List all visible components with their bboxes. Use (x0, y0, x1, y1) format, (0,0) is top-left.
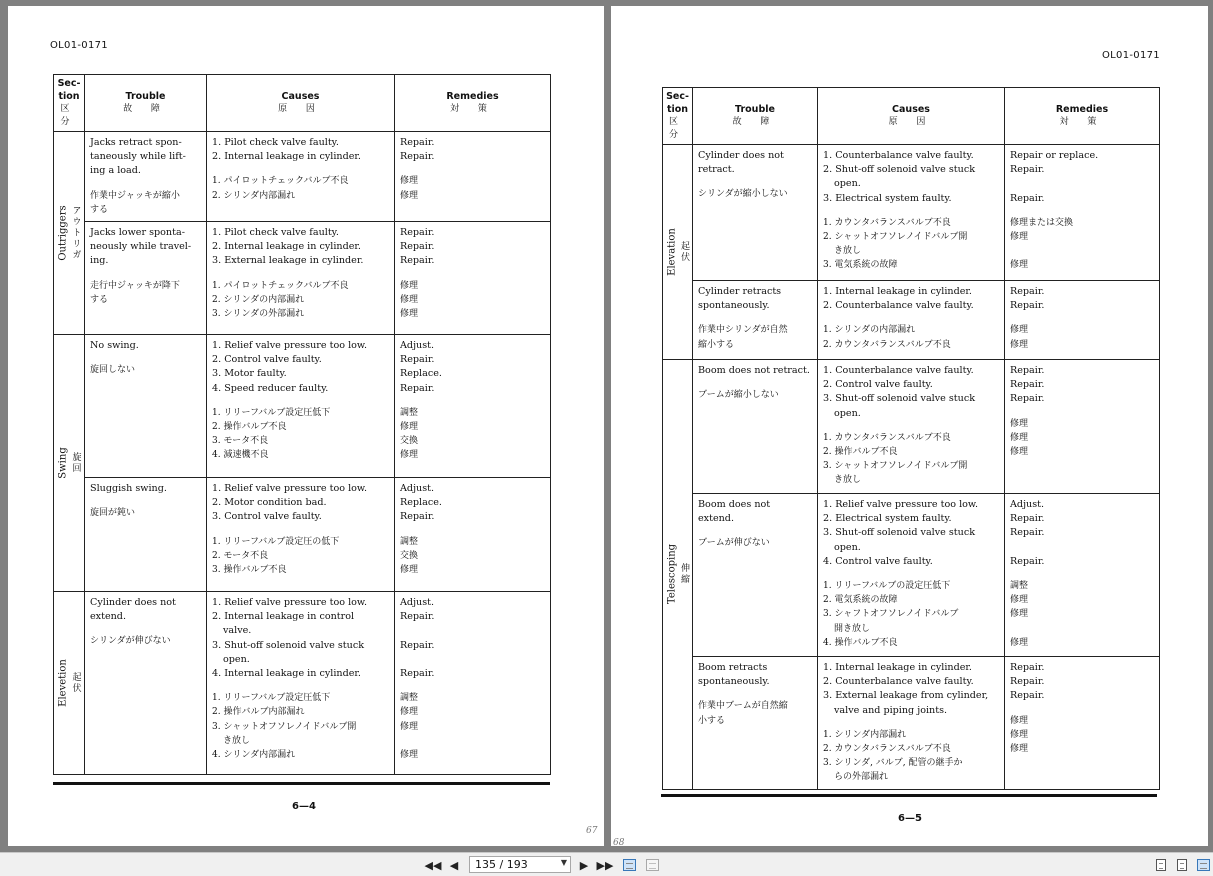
causes-en-line: 3. Motor faulty. (212, 368, 287, 380)
causes-en-line: 3. External leakage from cylinder, (823, 690, 989, 702)
remedies-en-line (400, 624, 546, 638)
causes-en-line: 1. Relief valve pressure too low. (212, 340, 368, 352)
remedies-en-line: Repair. (1010, 286, 1045, 297)
causes-jp-line: らの外部漏れ (834, 772, 889, 783)
remedies-jp-line: 修理 (1010, 609, 1029, 620)
remedies-en-line: Repair. (1010, 365, 1045, 376)
remedies-jp-line: 修理 (1010, 447, 1029, 458)
section-label (54, 335, 85, 592)
remedies-jp-line: 修理 (400, 750, 419, 761)
causes-jp-line: 1. シリンダ内部漏れ (823, 729, 907, 740)
remedies-en-line: Repair. (400, 354, 435, 366)
pencil-note: 68 (613, 838, 625, 848)
remedies-jp-line (400, 734, 546, 748)
header-remedies: Remedies 対 策 (1005, 88, 1160, 145)
section-name-jp: 旋回 (70, 452, 81, 475)
remedies-en-line: Replace. (400, 368, 442, 380)
section-name-jp: 起伏 (679, 241, 689, 263)
remedies-en-line: Repair. (400, 639, 435, 651)
causes-cell (207, 478, 395, 592)
causes-jp-line: 3. シャットオフソレノイドバルブ開 (212, 721, 357, 732)
header-remedies: Remedies 対 策 (395, 75, 551, 132)
trouble-cell (85, 592, 207, 775)
single-page-layout-icon[interactable] (1153, 857, 1169, 873)
continuous-layout-icon[interactable] (1174, 857, 1190, 873)
remedies-jp-line: 修理 (400, 280, 419, 291)
section-name: Outriggers (57, 205, 69, 261)
page-number-input[interactable] (469, 856, 571, 873)
remedies-en-line: Repair. (1010, 164, 1045, 176)
causes-jp-line: き放し (223, 735, 251, 746)
doc-number: OL01-0171 (50, 40, 108, 51)
remedies-jp-line (1010, 244, 1155, 258)
table-row (54, 132, 551, 222)
remedies-jp-line: 修理 (400, 450, 419, 461)
remedies-en-line: Repair. (1010, 393, 1045, 405)
trouble-jp-line: 作業中シリンダが自然 (698, 325, 788, 336)
causes-en-line: open. (834, 541, 861, 553)
viewer-toolbar (0, 852, 1213, 876)
causes-jp-line: 2. シリンダ内部漏れ (212, 190, 296, 201)
continuous-view-icon[interactable] (644, 857, 660, 873)
remedies-en-line: Adjust. (400, 483, 435, 495)
table-row (663, 145, 1160, 281)
remedies-jp-line: 調整 (1010, 581, 1029, 592)
causes-en-line: 4. Speed reducer faulty. (212, 382, 329, 394)
causes-jp-line: 1. パイロットチェックバルブ不良 (212, 280, 349, 291)
causes-en-line: 2. Internal leakage in control (212, 611, 355, 623)
remedies-jp-line: 修理 (1010, 432, 1029, 443)
causes-jp-line: 2. 操作バルブ不良 (823, 447, 898, 458)
remedies-jp-line: 修理 (1010, 729, 1029, 740)
section-label (663, 360, 693, 790)
causes-en-line: 3. Shut-off solenoid valve stuck (823, 527, 976, 539)
remedies-jp-line: 修理 (1010, 232, 1029, 243)
remedies-en-line: Repair. (1010, 379, 1045, 391)
trouble-jp-line: する (90, 204, 109, 215)
remedies-jp-line: 修理 (400, 294, 419, 305)
causes-jp-line: 2. カウンタバランスバルブ不良 (823, 339, 951, 350)
causes-en-line: 2. Control valve faulty. (823, 379, 933, 391)
page-number: 6—5 (898, 813, 922, 824)
trouble-cell (85, 478, 207, 592)
causes-jp-line: 1. リリーフバルブの設定圧低下 (823, 581, 951, 592)
remedies-jp-line: 修理 (400, 422, 419, 433)
causes-jp-line: 2. 操作バルブ不良 (212, 422, 287, 433)
causes-jp-line: 1. カウンタバランスバルブ不良 (823, 217, 951, 228)
trouble-cell (693, 145, 818, 281)
remedies-en-line: Adjust. (1010, 499, 1045, 510)
remedies-cell (1005, 360, 1160, 494)
causes-jp-line: 1. リリーフバルブ設定圧低下 (212, 407, 331, 418)
page-right (611, 6, 1208, 846)
trouble-en-line: retract. (698, 164, 735, 176)
header-trouble: Trouble 故 障 (693, 88, 818, 145)
trouble-en-line: taneously while lift- (90, 151, 186, 163)
trouble-en-line: extend. (90, 611, 126, 623)
remedies-jp-line: 修理 (400, 721, 419, 732)
remedies-cell (395, 478, 551, 592)
causes-jp-line: 1. リリーフバルブ設定圧低下 (212, 693, 331, 704)
pencil-note: 67 (586, 826, 598, 836)
causes-en-line: open. (223, 653, 250, 665)
remedies-en-line: Repair. (400, 255, 435, 267)
causes-cell (207, 335, 395, 478)
trouble-jp-line: ブームが縮小しない (698, 390, 779, 401)
causes-en-line: 2. Counterbalance valve faulty. (823, 676, 974, 688)
causes-en-line: 4. Internal leakage in cylinder. (212, 668, 361, 680)
trouble-jp-line: する (90, 294, 109, 305)
remedies-jp-line: 修理 (400, 707, 419, 718)
causes-en-line: 2. Control valve faulty. (212, 354, 322, 366)
table-row (54, 478, 551, 592)
trouble-en-line: spontaneously. (698, 300, 770, 312)
causes-jp-line: 4. シリンダ内部漏れ (212, 750, 296, 761)
causes-jp-line: 1. シリンダの内部漏れ (823, 325, 916, 336)
causes-jp-line: 3. シャフトオフソレノイドバルブ (823, 609, 959, 620)
causes-en-line: 2. Shut-off solenoid valve stuck (823, 164, 976, 176)
header-causes: Causes 原 因 (207, 75, 395, 132)
causes-jp-line: 3. モータ不良 (212, 436, 269, 447)
causes-en-line: valve and piping joints. (834, 704, 948, 716)
table-row (663, 494, 1160, 657)
causes-cell (818, 494, 1005, 657)
remedies-en-line: Repair. (1010, 527, 1045, 539)
table-row (54, 222, 551, 335)
trouble-cell (693, 657, 818, 790)
causes-en-line: 1. Internal leakage in cylinder. (823, 662, 972, 673)
remedies-en-line: Repair. (1010, 690, 1045, 702)
causes-cell (818, 145, 1005, 281)
section-name-jp: 起伏 (70, 672, 81, 695)
remedies-cell (1005, 145, 1160, 281)
causes-jp-line: 2. 操作バルブ内部漏れ (212, 707, 305, 718)
causes-jp-line: 3. シャットオフソレノイドバルブ開 (823, 461, 968, 472)
two-page-view-icon[interactable] (621, 857, 637, 873)
remedies-en-line: Adjust. (400, 597, 435, 609)
header-trouble: Trouble 故 障 (85, 75, 207, 132)
causes-en-line: open. (834, 407, 861, 419)
causes-en-line: 1. Relief valve pressure too low. (212, 483, 368, 495)
section-label (54, 132, 85, 335)
section-name: Telescoping (666, 544, 677, 605)
table-row (663, 360, 1160, 494)
remedies-cell (1005, 281, 1160, 360)
remedies-en-line: Repair. (1010, 513, 1045, 525)
causes-en-line: 3. Shut-off solenoid valve stuck (823, 393, 976, 405)
remedies-jp-line: 修理 (1010, 260, 1029, 271)
causes-jp-line: 開き放し (834, 623, 871, 634)
trouble-table (662, 87, 1160, 790)
causes-en-line: 1. Relief valve pressure too low. (823, 499, 979, 510)
remedies-en-line: Repair. (400, 382, 435, 394)
section-name: Elevation (666, 228, 677, 276)
trouble-cell (693, 360, 818, 494)
trouble-jp-line: 縮小する (698, 339, 735, 350)
causes-en-line: 2. Electrical system faulty. (823, 513, 952, 525)
section-label (663, 145, 693, 360)
trouble-en-line: No swing. (90, 340, 139, 352)
next-page-icon[interactable]: ▶ (579, 858, 589, 872)
remedies-cell (395, 132, 551, 222)
causes-jp-line: 4. 減速機不良 (212, 450, 269, 461)
remedies-jp-line: 修理 (1010, 715, 1029, 726)
remedies-cell (395, 222, 551, 335)
trouble-cell (693, 281, 818, 360)
causes-en-line: 2. Internal leakage in cylinder. (212, 241, 361, 253)
causes-jp-line: 1. パイロットチェックバルブ不良 (212, 176, 349, 187)
causes-cell (818, 657, 1005, 790)
remedies-en-line: Repair or replace. (1010, 150, 1099, 161)
last-page-icon[interactable]: ▶▶ (596, 858, 614, 872)
causes-en-line: 1. Counterbalance valve faulty. (823, 150, 974, 161)
remedies-en-line (1010, 177, 1155, 191)
trouble-en-line: Boom does not retract. (698, 365, 810, 376)
remedies-cell (395, 335, 551, 478)
causes-jp-line: 2. カウンタバランスバルブ不良 (823, 744, 951, 755)
remedies-jp-line: 修理 (1010, 325, 1029, 336)
causes-en-line: 3. Shut-off solenoid valve stuck (212, 639, 365, 651)
causes-jp-line: 3. シリンダの外部漏れ (212, 309, 305, 320)
causes-en-line: 1. Pilot check valve faulty. (212, 137, 339, 148)
first-page-icon[interactable]: ◀◀ (424, 858, 442, 872)
remedies-en-line: Repair. (400, 227, 435, 239)
remedies-jp-line (1010, 622, 1155, 636)
section-name-jp: 伸縮 (679, 563, 689, 586)
trouble-jp-line: ブームが伸びない (698, 538, 770, 549)
remedies-en-line: Replace. (400, 497, 442, 509)
trouble-jp-line: 作業中ジャッキが縮小 (90, 190, 180, 201)
causes-jp-line: 2. モータ不良 (212, 550, 269, 561)
causes-en-line: 1. Pilot check valve faulty. (212, 227, 339, 239)
remedies-en-line: Repair. (1010, 555, 1045, 567)
page-rule (53, 782, 550, 785)
remedies-jp-line: 調整 (400, 407, 419, 418)
remedies-en-line: Repair. (1010, 300, 1045, 312)
table-body (54, 132, 551, 775)
trouble-en-line: Jacks retract spon- (90, 137, 182, 148)
trouble-cell (693, 494, 818, 657)
table-row (54, 592, 551, 775)
causes-jp-line: 2. 電気系統の故障 (823, 595, 898, 606)
page-rule (661, 794, 1157, 797)
remedies-jp-line: 調整 (400, 693, 419, 704)
causes-cell (207, 222, 395, 335)
remedies-cell (1005, 494, 1160, 657)
causes-cell (207, 132, 395, 222)
trouble-jp-line: 走行中ジャッキが降下 (90, 280, 180, 291)
remedies-cell (395, 592, 551, 775)
page-indicator: 135 / 193 (475, 858, 528, 871)
causes-jp-line: 1. リリーフバルブ設定圧の低下 (212, 536, 340, 547)
trouble-jp-line: 旋回しない (90, 365, 136, 376)
trouble-en-line: Cylinder does not (698, 150, 784, 161)
causes-en-line: valve. (223, 625, 252, 637)
remedies-jp-line: 修理 (400, 190, 419, 201)
remedies-en-line (400, 653, 546, 667)
doc-number: OL01-0171 (1102, 50, 1160, 61)
trouble-en-line: ing a load. (90, 165, 141, 177)
trouble-jp-line: 旋回が鈍い (90, 508, 136, 519)
causes-jp-line: き放し (834, 475, 862, 486)
remedies-jp-line: 修理 (1010, 637, 1029, 648)
trouble-en-line: ing. (90, 255, 109, 267)
remedies-jp-line: 修理 (1010, 595, 1029, 606)
remedies-en-line: Repair. (1010, 192, 1045, 204)
causes-en-line: 3. External leakage in cylinder. (212, 255, 364, 267)
chevron-down-icon[interactable]: ▼ (560, 858, 567, 867)
causes-en-line: 4. Control valve faulty. (823, 555, 933, 567)
causes-en-line: 1. Relief valve pressure too low. (212, 597, 368, 609)
causes-jp-line: 2. シャットオフソレノイドバルブ開 (823, 232, 968, 243)
causes-jp-line: 1. カウンタバランスバルブ不良 (823, 432, 951, 443)
section-label (54, 592, 85, 775)
remedies-en-line: Repair. (400, 137, 435, 148)
table-row (54, 335, 551, 478)
remedies-jp-line: 修理 (1010, 418, 1029, 429)
remedies-en-line: Repair. (400, 611, 435, 623)
causes-jp-line: き放し (834, 246, 862, 257)
page-number: 6—4 (292, 801, 316, 812)
remedies-jp-line: 修理 (1010, 744, 1029, 755)
table-body (663, 145, 1160, 790)
causes-en-line: 2. Motor condition bad. (212, 497, 327, 509)
header-section: Sec- tion 区 分 (54, 75, 85, 132)
remedies-jp-line: 交換 (400, 436, 419, 447)
trouble-jp-line: 小する (698, 715, 726, 726)
remedies-en-line: Repair. (400, 511, 435, 523)
remedies-jp-line: 交換 (400, 550, 419, 561)
trouble-cell (85, 132, 207, 222)
remedies-jp-line: 修理または交換 (1010, 217, 1074, 228)
causes-jp-line: 3. 操作バルブ不良 (212, 565, 287, 576)
remedies-jp-line: 調整 (400, 536, 419, 547)
trouble-en-line: Cylinder retracts (698, 286, 782, 297)
causes-en-line: 2. Internal leakage in cylinder. (212, 151, 361, 163)
remedies-en-line: Repair. (1010, 676, 1045, 688)
facing-layout-icon[interactable] (1195, 857, 1211, 873)
remedies-en-line: Repair. (400, 151, 435, 163)
table-row (663, 281, 1160, 360)
remedies-en-line (1010, 541, 1155, 555)
trouble-en-line: Cylinder does not (90, 597, 176, 609)
remedies-en-line: Repair. (400, 668, 435, 680)
causes-jp-line: 4. 操作バルブ不良 (823, 637, 898, 648)
page-left (8, 6, 604, 846)
causes-jp-line: 2. シリンダの内部漏れ (212, 294, 305, 305)
causes-en-line: 1. Internal leakage in cylinder. (823, 286, 972, 297)
trouble-en-line: spontaneously. (698, 676, 770, 688)
causes-cell (207, 592, 395, 775)
causes-jp-line: 3. シリンダ, バルブ, 配管の継手か (823, 758, 963, 769)
remedies-en-line: Repair. (400, 241, 435, 253)
causes-en-line: 3. Electrical system faulty. (823, 192, 952, 204)
remedies-cell (1005, 657, 1160, 790)
remedies-jp-line: 修理 (400, 309, 419, 320)
remedies-en-line: Adjust. (400, 340, 435, 352)
section-name: Swing (57, 447, 69, 479)
trouble-en-line: Sluggish swing. (90, 483, 167, 495)
causes-cell (818, 360, 1005, 494)
causes-en-line: open. (834, 178, 861, 190)
causes-en-line: 2. Counterbalance valve faulty. (823, 300, 974, 312)
trouble-en-line: Boom retracts (698, 662, 768, 673)
trouble-jp-line: 作業中ブームが自然縮 (698, 701, 788, 712)
trouble-en-line: neously while travel- (90, 241, 192, 253)
causes-jp-line: 3. 電気系統の故障 (823, 260, 898, 271)
trouble-table (53, 74, 551, 775)
remedies-jp-line: 修理 (1010, 339, 1029, 350)
trouble-cell (85, 222, 207, 335)
prev-page-icon[interactable]: ◀ (449, 858, 459, 872)
causes-en-line: 1. Counterbalance valve faulty. (823, 365, 974, 376)
remedies-jp-line: 修理 (400, 176, 419, 187)
trouble-en-line: Boom does not (698, 499, 771, 510)
trouble-en-line: extend. (698, 513, 734, 525)
remedies-en-line: Repair. (1010, 662, 1045, 673)
trouble-cell (85, 335, 207, 478)
causes-en-line: 3. Control valve faulty. (212, 511, 322, 523)
trouble-jp-line: シリンダが縮小しない (698, 189, 788, 200)
section-name-jp: アウトリガ (70, 205, 81, 261)
table-row (663, 657, 1160, 790)
header-causes: Causes 原 因 (818, 88, 1005, 145)
trouble-en-line: Jacks lower sponta- (90, 227, 185, 239)
remedies-jp-line: 修理 (400, 565, 419, 576)
section-name: Elevetion (57, 659, 69, 707)
trouble-jp-line: シリンダが伸びない (90, 636, 171, 647)
header-section: Sec- tion 区 分 (663, 88, 693, 145)
causes-cell (818, 281, 1005, 360)
